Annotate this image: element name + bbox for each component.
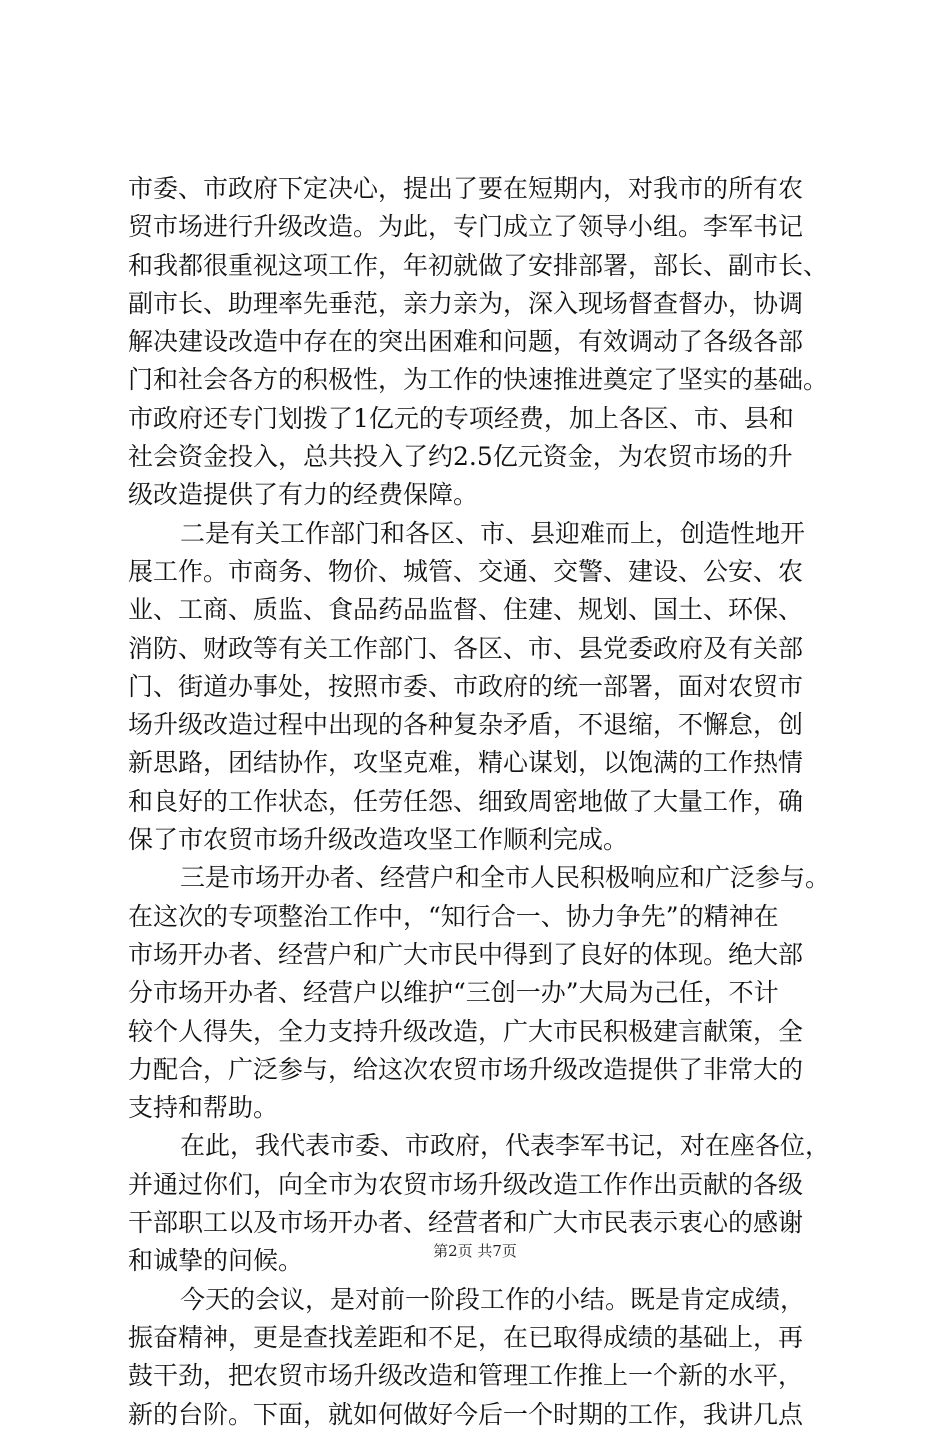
text-line: 贸市场进行升级改造。为此，专门成立了领导小组。李军书记: [128, 212, 804, 242]
paragraph-start-line: 三是市场开办者、经营户和全市人民积极响应和广泛参与。: [180, 863, 831, 893]
text-line: 消防、财政等有关工作部门、各区、市、县党委政府及有关部: [128, 633, 804, 663]
page-number-footer: 第2页 共7页: [433, 1242, 517, 1260]
text-line: 社会资金投入，总共投入了约2.5亿元资金，为农贸市场的升: [128, 442, 793, 472]
text-line: 和诚挚的问候。: [128, 1246, 304, 1276]
text-line: 场升级改造过程中出现的各种复杂矛盾，不退缩，不懈怠，创: [128, 710, 804, 740]
text-line: 解决建设改造中存在的突出困难和问题，有效调动了各级各部: [128, 327, 804, 357]
text-line: 市政府还专门划拨了1亿元的专项经费，加上各区、市、县和: [128, 403, 794, 433]
text-line: 分市场开办者、经营户以维护“三创一办”大局为己任，不计: [128, 978, 779, 1008]
text-line: 鼓干劲，把农贸市场升级改造和管理工作推上一个新的水平，: [128, 1361, 804, 1391]
text-line: 和我都很重视这项工作，年初就做了安排部署，部长、副市长、: [128, 250, 829, 280]
text-line: 保了市农贸市场升级改造攻坚工作顺利完成。: [128, 825, 629, 855]
text-line: 业、工商、质监、食品药品监督、住建、规划、国土、环保、: [128, 595, 804, 625]
text-line: 门、街道办事处，按照市委、市政府的统一部署，面对农贸市: [128, 671, 804, 701]
text-line: 并通过你们，向全市为农贸市场升级改造工作作出贡献的各级: [128, 1169, 804, 1199]
text-line: 干部职工以及市场开办者、经营者和广大市民表示衷心的感谢: [128, 1208, 804, 1238]
paragraph-start-line: 在此，我代表市委、市政府，代表李军书记，对在座各位，: [180, 1131, 831, 1161]
text-line: 级改造提供了有力的经费保障。: [128, 480, 479, 510]
text-line: 副市长、助理率先垂范，亲力亲为，深入现场督查督办，协调: [128, 288, 804, 318]
text-line: 振奋精神，更是查找差距和不足，在已取得成绩的基础上，再: [128, 1322, 804, 1352]
text-line: 新思路，团结协作，攻坚克难，精心谋划，以饱满的工作热情: [128, 748, 804, 778]
text-line: 在这次的专项整治工作中，“知行合一、协力争先”的精神在: [128, 901, 779, 931]
text-line: 和良好的工作状态，任劳任怨、细致周密地做了大量工作，确: [128, 786, 804, 816]
text-line: 展工作。市商务、物价、城管、交通、交警、建设、公安、农: [128, 556, 804, 586]
paragraph-start-line: 今天的会议，是对前一阶段工作的小结。既是肯定成绩，: [180, 1284, 806, 1314]
text-line: 门和社会各方的积极性，为工作的快速推进奠定了坚实的基础。: [128, 365, 829, 395]
paragraph-start-line: 二是有关工作部门和各区、市、县迎难而上，创造性地开: [180, 518, 806, 548]
text-line: 支持和帮助。: [128, 1093, 279, 1123]
text-line: 市委、市政府下定决心，提出了要在短期内，对我市的所有农: [128, 174, 804, 203]
text-line: 力配合，广泛参与，给这次农贸市场升级改造提供了非常大的: [128, 1054, 804, 1084]
text-line: 市场开办者、经营户和广大市民中得到了良好的体现。绝大部: [128, 939, 804, 969]
text-line: 新的台阶。下面，就如何做好今后一个时期的工作，我讲几点: [128, 1399, 804, 1429]
text-line: 较个人得失，全力支持升级改造，广大市民积极建言献策，全: [128, 1016, 804, 1046]
